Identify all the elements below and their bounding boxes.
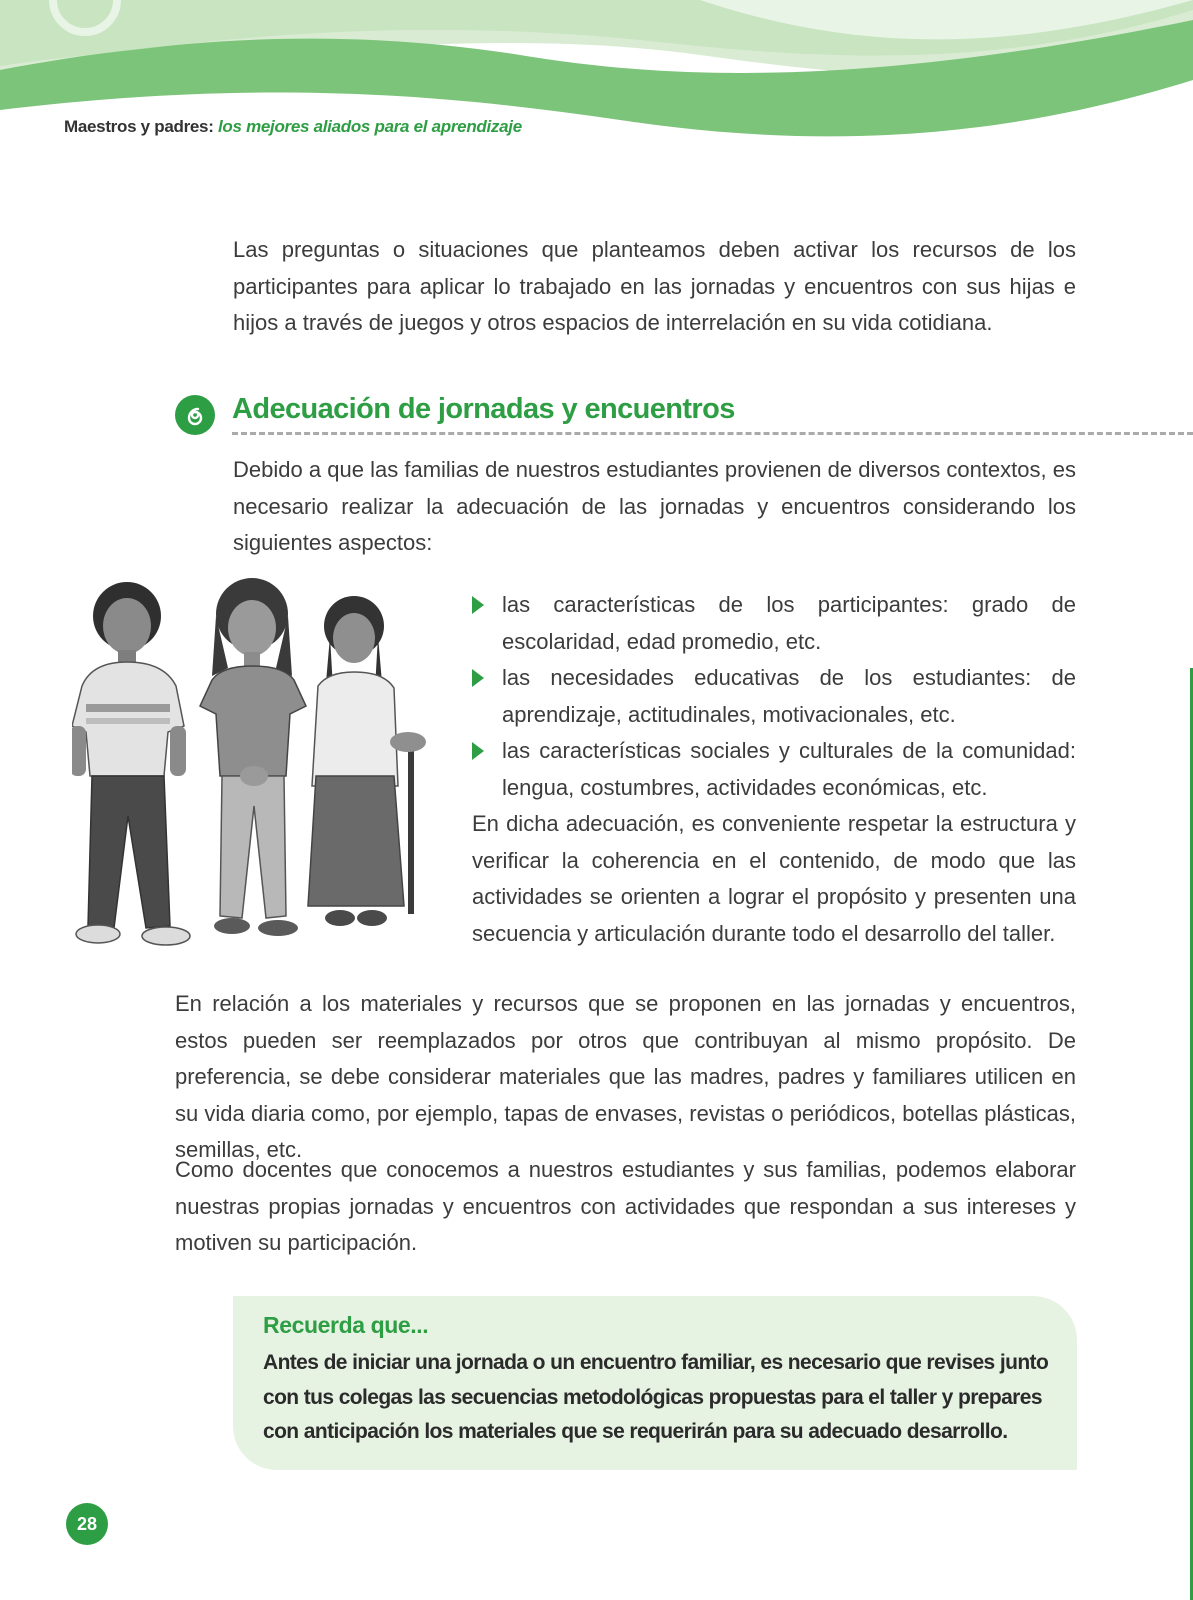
list-item-text: las características sociales y culturales de la comunidad: lengua, costumbres, actividades económicas, etc. bbox=[502, 738, 1076, 800]
girl-figure bbox=[200, 578, 306, 936]
section-divider bbox=[232, 432, 1193, 435]
woman-figure bbox=[308, 596, 426, 926]
callout-body: Antes de iniciar una jornada o un encuentro familiar, es necesario que revises junto con tus colegas las secuencias metodológicas propuestas para el taller y prepares con anticipación los materiales que se requerirán para su adecuado desarrollo. bbox=[263, 1351, 1049, 1443]
running-header bbox=[64, 117, 522, 137]
list-item-text: las necesidades educativas de los estudiantes: de aprendizaje, actitudinales, motivacionales, etc. bbox=[502, 665, 1076, 727]
page-number-badge: 28 bbox=[66, 1503, 108, 1545]
section-title: Adecuación de jornadas y encuentros bbox=[232, 393, 735, 425]
list-item bbox=[472, 587, 1076, 660]
aspects-list bbox=[472, 587, 1076, 806]
list-item bbox=[472, 660, 1076, 733]
materials-paragraph: En relación a los materiales y recursos que se proponen en las jornadas y encuentros, estos pueden ser reemplazados por otros que contribuyan al mismo propósito. De preferencia, se debe considerar materiales que las madres, padres y familiares utilicen en su vida diaria como, por ejemplo, tapas de envases, revistas o periódicos, botellas plásticas, semillas, etc. bbox=[175, 991, 1076, 1162]
green-spiral-icon bbox=[174, 394, 216, 436]
chevron-right-icon bbox=[472, 596, 484, 614]
intro-paragraph: Las preguntas o situaciones que planteamos deben activar los recursos de los participantes para aplicar lo trabajado en las jornadas y encuentros con sus hijas e hijos a través de juegos y otros espacios de interrelación en su vida cotidiana. bbox=[233, 237, 1076, 335]
running-header-subtitle: los mejores aliados para el aprendizaje bbox=[213, 117, 522, 136]
chevron-right-icon bbox=[472, 669, 484, 687]
running-header-title: Maestros y padres: bbox=[64, 117, 214, 136]
chevron-right-icon bbox=[472, 742, 484, 760]
boy-figure bbox=[72, 582, 190, 945]
section-lead-paragraph: Debido a que las familias de nuestros estudiantes provienen de diversos contextos, es necesario realizar la adecuación de las jornadas y encuentros considerando los siguientes aspectos: bbox=[233, 457, 1076, 555]
children-illustration bbox=[72, 576, 452, 972]
adequacy-paragraph: En dicha adecuación, es conveniente respetar la estructura y verificar la coherencia en el contenido, de modo que las actividades se orienten a lograr el propósito y presenten una secuencia y articulación durante todo el desarrollo del taller. bbox=[472, 811, 1076, 946]
teachers-paragraph: Como docentes que conocemos a nuestros estudiantes y sus familias, podemos elaborar nuestras propias jornadas y encuentros con actividades que respondan a sus intereses y motiven su participación. bbox=[175, 1157, 1076, 1255]
reminder-callout bbox=[233, 1296, 1077, 1470]
callout-title: Recuerda que... bbox=[263, 1312, 429, 1338]
list-item bbox=[472, 733, 1076, 806]
list-item-text: las características de los participantes: grado de escolaridad, edad promedio, etc. bbox=[502, 592, 1076, 654]
